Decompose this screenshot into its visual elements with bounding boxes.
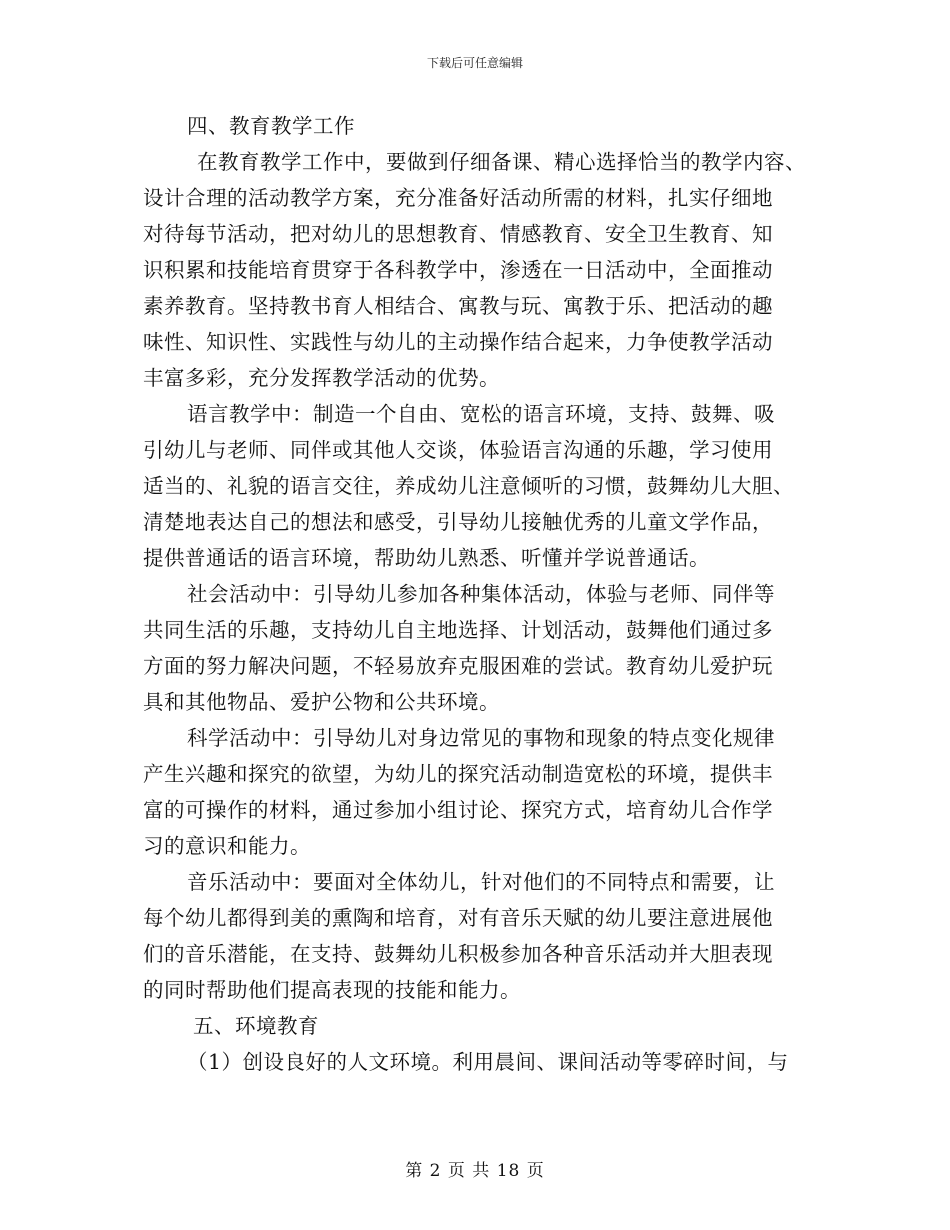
header-note: 下载后可任意编辑 [426,56,523,70]
paragraph-line: 每个幼儿都得到美的熏陶和培育，对有音乐天赋的幼儿要注意进展他 [143,906,773,930]
paragraph-line: 音乐活动中：要面对全体幼儿，针对他们的不同特点和需要，让 [187,870,775,894]
paragraph-line: 科学活动中：引导幼儿对身边常见的事物和现象的特点变化规律 [187,726,775,750]
section-heading: 五、环境教育 [193,1014,319,1038]
paragraph-line: 素养教育。坚持教书育人相结合、寓教与玩、寓教于乐、把活动的趣 [143,294,773,318]
paragraph-line: 适当的、礼貌的语言交往，养成幼儿注意倾听的习惯，鼓舞幼儿大胆、 [143,474,794,498]
paragraph-line: 清楚地表达自己的想法和感受，引导幼儿接触优秀的儿童文学作品， [143,510,773,534]
paragraph-line: 社会活动中：引导幼儿参加各种集体活动，体验与老师、同伴等 [187,582,775,606]
paragraph-line: 引幼儿与老师、同伴或其他人交谈，体验语言沟通的乐趣，学习使用 [143,438,773,462]
paragraph-line: （1）创设良好的人文环境。利用晨间、课间活动等零碎时间，与 [187,1050,789,1074]
document-body [143,108,823,1080]
paragraph-line: 产生兴趣和探究的欲望，为幼儿的探究活动制造宽松的环境，提供丰 [143,762,773,786]
paragraph-line: 对待每节活动，把对幼儿的思想教育、情感教育、安全卫生教育、知 [143,222,773,246]
paragraph-line: 的同时帮助他们提高表现的技能和能力。 [143,978,521,1002]
paragraph-line: 味性、知识性、实践性与幼儿的主动操作结合起来，力争使教学活动 [143,330,773,354]
paragraph-line: 语言教学中：制造一个自由、宽松的语言环境，支持、鼓舞、吸 [187,402,775,426]
paragraph-line: 丰富多彩，充分发挥教学活动的优势。 [143,366,500,390]
paragraph-line: 共同生活的乐趣，支持幼儿自主地选择、计划活动，鼓舞他们通过多 [143,618,773,642]
page-number: 第 2 页 共 18 页 [405,1161,545,1181]
section-heading: 四、教育教学工作 [187,114,355,138]
paragraph-line: 识积累和技能培育贯穿于各科教学中，渗透在一日活动中，全面推动 [143,258,773,282]
paragraph-line: 在教育教学工作中，要做到仔细备课、精心选择恰当的教学内容、 [197,150,806,174]
paragraph-line: 们的音乐潜能，在支持、鼓舞幼儿积极参加各种音乐活动并大胆表现 [143,942,773,966]
paragraph-line: 富的可操作的材料，通过参加小组讨论、探究方式，培育幼儿合作学 [143,798,773,822]
paragraph-line: 方面的努力解决问题，不轻易放弃克服困难的尝试。教育幼儿爱护玩 [143,654,773,678]
paragraph-line: 具和其他物品、爱护公物和公共环境。 [143,690,500,714]
paragraph-line: 设计合理的活动教学方案，充分准备好活动所需的材料，扎实仔细地 [143,186,773,210]
paragraph-line: 提供普通话的语言环境，帮助幼儿熟悉、听懂并学说普通话。 [143,546,710,570]
paragraph-line: 习的意识和能力。 [143,834,311,858]
